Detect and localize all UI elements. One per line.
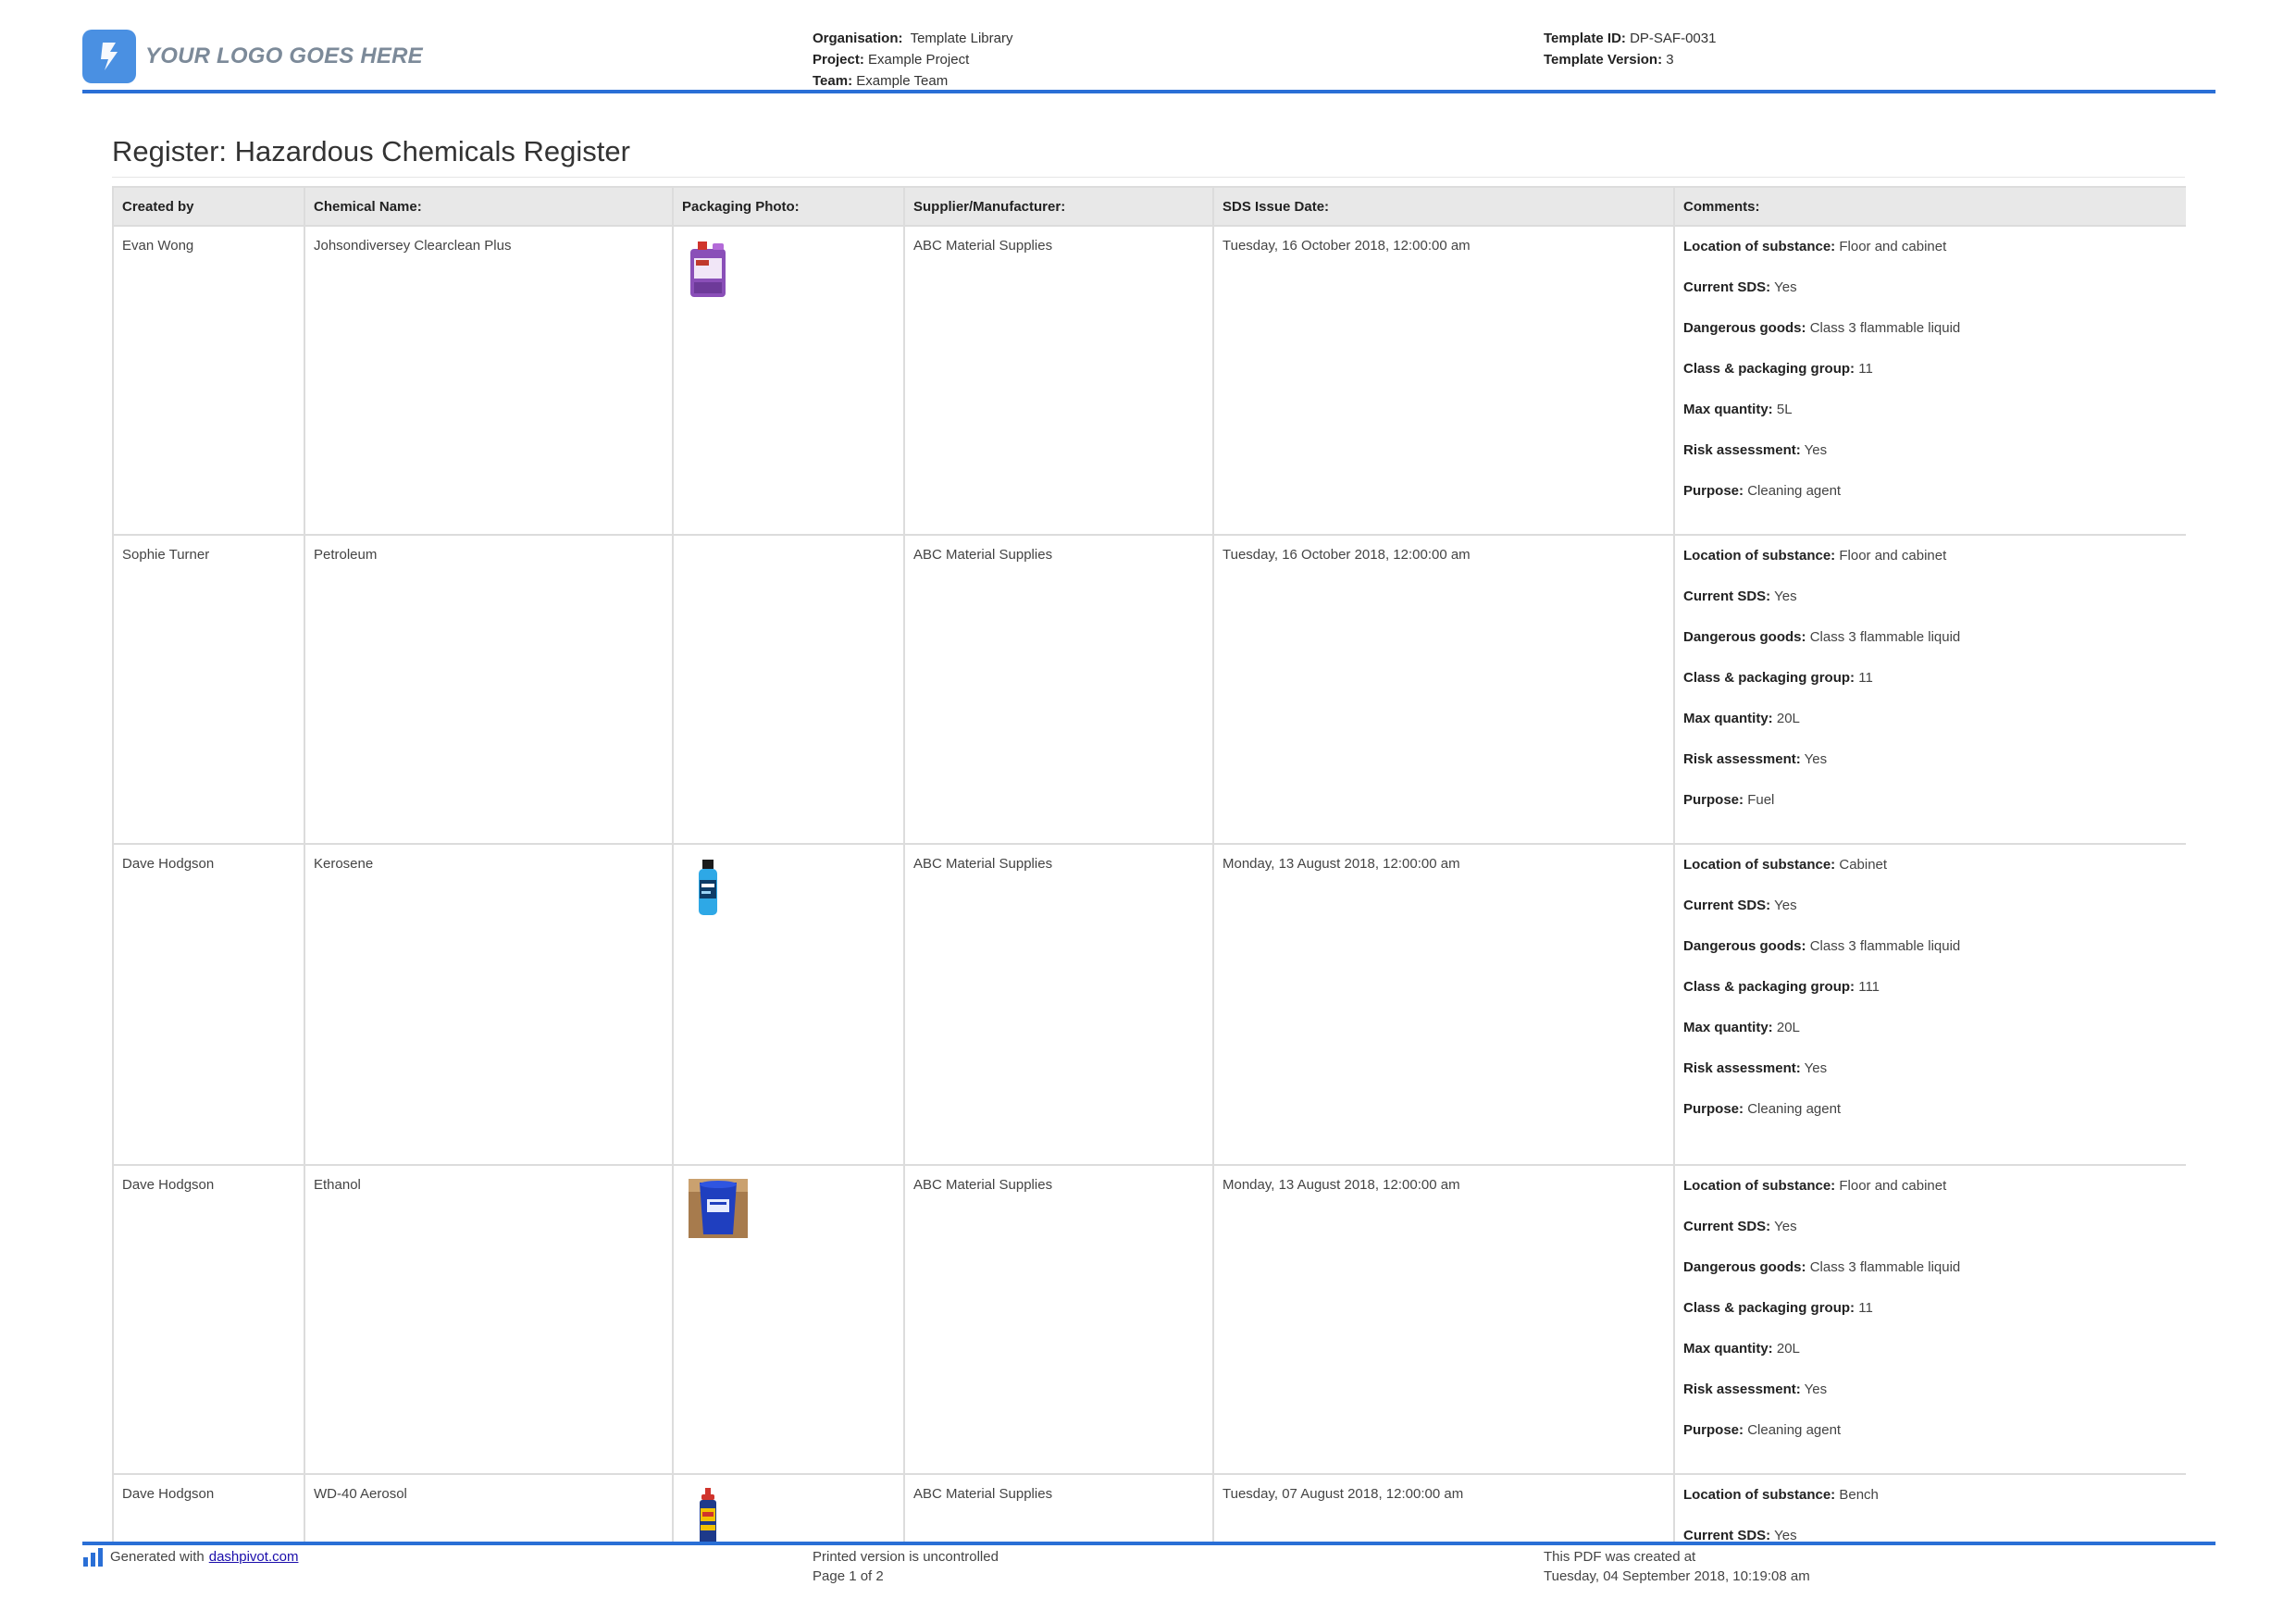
cell-supplier: ABC Material Supplies [904, 1165, 1213, 1474]
comment-purpose [1683, 791, 2178, 832]
template-id-value: DP-SAF-0031 [1630, 31, 1717, 46]
comment-value: Cleaning agent [1747, 1101, 1842, 1117]
comment-value: 20L [1776, 1341, 1800, 1357]
comment-value: 20L [1776, 1020, 1800, 1035]
comment-label: Current SDS: [1683, 1528, 1771, 1542]
comment-class-group [1683, 669, 2178, 710]
project-label: Project: [813, 52, 864, 68]
project-value: Example Project [868, 52, 970, 68]
page-title: Register: Hazardous Chemicals Register [112, 135, 630, 167]
comment-value: Bench [1839, 1487, 1879, 1503]
blue-spray-bottle-photo[interactable] [689, 858, 727, 917]
footer-created-at [1544, 1547, 1810, 1586]
created-at-value: Tuesday, 04 September 2018, 10:19:08 am [1544, 1568, 1810, 1584]
comment-label: Max quantity: [1683, 402, 1773, 417]
header-meta-template [1544, 28, 1716, 70]
comment-label: Current SDS: [1683, 279, 1771, 295]
column-header-created-by: Created by [113, 187, 304, 226]
uncontrolled-notice: Printed version is uncontrolled [813, 1549, 999, 1565]
comment-value: Cabinet [1839, 857, 1888, 873]
comment-sds [1683, 588, 2178, 628]
comment-label: Class & packaging group: [1683, 361, 1855, 377]
team-value: Example Team [856, 73, 949, 89]
comment-sds [1683, 279, 2178, 319]
column-header-supplier: Supplier/Manufacturer: [904, 187, 1213, 226]
register-table [112, 186, 2186, 1542]
comment-max-quantity [1683, 401, 2178, 441]
comment-label: Location of substance: [1683, 857, 1836, 873]
comment-value: Yes [1774, 588, 1797, 604]
header-divider [82, 90, 2215, 93]
comment-label: Max quantity: [1683, 1341, 1773, 1357]
cell-sds-date: Tuesday, 16 October 2018, 12:00:00 am [1213, 226, 1674, 535]
cell-chemical-name: WD-40 Aerosol [304, 1474, 673, 1542]
cell-supplier: ABC Material Supplies [904, 226, 1213, 535]
cell-chemical-name: Petroleum [304, 535, 673, 844]
comment-value: Class 3 flammable liquid [1809, 629, 1961, 645]
cell-sds-date: Monday, 13 August 2018, 12:00:00 am [1213, 1165, 1674, 1474]
comment-label: Location of substance: [1683, 548, 1836, 564]
comment-max-quantity [1683, 1019, 2178, 1059]
cell-chemical-name: Ethanol [304, 1165, 673, 1474]
comment-value: Yes [1804, 442, 1828, 458]
comment-purpose [1683, 482, 2178, 523]
comment-location [1683, 1486, 2178, 1527]
comment-location [1683, 1177, 2178, 1218]
comment-value: Class 3 flammable liquid [1809, 938, 1961, 954]
comment-label: Location of substance: [1683, 1487, 1836, 1503]
cell-packaging-photo [673, 226, 904, 535]
comment-purpose [1683, 1421, 2178, 1462]
comment-location [1683, 238, 2178, 279]
comment-risk-assessment [1683, 1381, 2178, 1421]
comment-label: Location of substance: [1683, 239, 1836, 254]
column-header-packaging-photo: Packaging Photo: [673, 187, 904, 226]
template-version-value: 3 [1666, 52, 1674, 68]
company-logo [82, 30, 423, 83]
cell-comments [1674, 226, 2186, 535]
comment-value: 11 [1858, 1300, 1873, 1316]
cell-created-by: Dave Hodgson [113, 1165, 304, 1474]
comment-risk-assessment [1683, 441, 2178, 482]
page-header [82, 22, 2215, 93]
comment-sds [1683, 1527, 2178, 1542]
comment-risk-assessment [1683, 1059, 2178, 1100]
comment-location [1683, 856, 2178, 897]
footer-divider [82, 1542, 2215, 1545]
cell-comments [1674, 1474, 2186, 1542]
comment-label: Purpose: [1683, 792, 1744, 808]
comment-dangerous-goods [1683, 1258, 2178, 1299]
comment-label: Risk assessment: [1683, 1060, 1801, 1076]
cell-created-by: Dave Hodgson [113, 1474, 304, 1542]
comment-location [1683, 547, 2178, 588]
template-id-label: Template ID: [1544, 31, 1626, 46]
column-header-comments: Comments: [1674, 187, 2186, 226]
footer-generated [82, 1547, 298, 1567]
header-meta-organisation [813, 28, 1012, 92]
comment-max-quantity [1683, 1340, 2178, 1381]
comment-dangerous-goods [1683, 319, 2178, 360]
cell-comments [1674, 535, 2186, 844]
footer-print-info [813, 1547, 999, 1586]
comment-label: Dangerous goods: [1683, 320, 1806, 336]
comment-label: Current SDS: [1683, 1219, 1771, 1234]
cell-sds-date: Monday, 13 August 2018, 12:00:00 am [1213, 844, 1674, 1165]
comment-max-quantity [1683, 710, 2178, 750]
comment-value: Yes [1774, 1219, 1797, 1234]
comment-value: 11 [1858, 361, 1873, 377]
cell-sds-date: Tuesday, 07 August 2018, 12:00:00 am [1213, 1474, 1674, 1542]
comment-label: Purpose: [1683, 1101, 1744, 1117]
comment-dangerous-goods [1683, 628, 2178, 669]
comment-dangerous-goods [1683, 937, 2178, 978]
comment-label: Dangerous goods: [1683, 629, 1806, 645]
comment-value: Yes [1774, 279, 1797, 295]
cell-chemical-name: Kerosene [304, 844, 673, 1165]
comment-value: 5L [1776, 402, 1793, 417]
column-header-chemical-name: Chemical Name: [304, 187, 673, 226]
comment-value: Yes [1804, 751, 1828, 767]
comment-label: Dangerous goods: [1683, 1259, 1806, 1275]
cell-sds-date: Tuesday, 16 October 2018, 12:00:00 am [1213, 535, 1674, 844]
cell-chemical-name: Johsondiversey Clearclean Plus [304, 226, 673, 535]
comment-value: Class 3 flammable liquid [1809, 1259, 1961, 1275]
comment-label: Risk assessment: [1683, 1381, 1801, 1397]
cell-comments [1674, 844, 2186, 1165]
register-table-container [112, 186, 2186, 1542]
comment-value: 20L [1776, 711, 1800, 726]
cell-created-by: Sophie Turner [113, 535, 304, 844]
comment-value: Floor and cabinet [1839, 1178, 1947, 1194]
comment-value: Yes [1804, 1060, 1828, 1076]
dashpivot-bars-icon [82, 1548, 105, 1567]
column-header-sds-date: SDS Issue Date: [1213, 187, 1674, 226]
table-row [113, 226, 2186, 535]
generated-prefix: Generated with [110, 1549, 205, 1565]
cell-supplier: ABC Material Supplies [904, 1474, 1213, 1542]
title-divider [112, 177, 2185, 178]
comment-label: Risk assessment: [1683, 442, 1801, 458]
table-row [113, 1165, 2186, 1474]
comment-class-group [1683, 360, 2178, 401]
table-header-row [113, 187, 2186, 226]
comment-label: Dangerous goods: [1683, 938, 1806, 954]
comment-value: Floor and cabinet [1839, 239, 1947, 254]
comment-sds [1683, 1218, 2178, 1258]
cell-packaging-photo [673, 1474, 904, 1542]
table-row [113, 844, 2186, 1165]
comment-value: Cleaning agent [1747, 483, 1842, 499]
comment-label: Class & packaging group: [1683, 979, 1855, 995]
comment-label: Max quantity: [1683, 711, 1773, 726]
logo-text: YOUR LOGO GOES HERE [145, 43, 423, 68]
comment-label: Purpose: [1683, 1422, 1744, 1438]
table-row [113, 1474, 2186, 1542]
comment-label: Purpose: [1683, 483, 1744, 499]
dashpivot-link[interactable]: dashpivot.com [208, 1549, 299, 1565]
page-number: Page 1 of 2 [813, 1568, 884, 1584]
table-row [113, 535, 2186, 844]
team-label: Team: [813, 73, 853, 89]
comment-label: Current SDS: [1683, 898, 1771, 913]
comment-label: Risk assessment: [1683, 751, 1801, 767]
comment-class-group [1683, 978, 2178, 1019]
comment-label: Max quantity: [1683, 1020, 1773, 1035]
logo-mark-icon [82, 30, 136, 83]
cell-supplier: ABC Material Supplies [904, 535, 1213, 844]
cell-comments [1674, 1165, 2186, 1474]
created-at-label: This PDF was created at [1544, 1549, 1696, 1565]
comment-purpose [1683, 1100, 2178, 1141]
aerosol-can-photo[interactable] [689, 1488, 727, 1542]
cell-created-by: Dave Hodgson [113, 844, 304, 1165]
cell-supplier: ABC Material Supplies [904, 844, 1213, 1165]
organisation-value: Template Library [910, 31, 1013, 46]
comment-value: Yes [1804, 1381, 1828, 1397]
comment-label: Current SDS: [1683, 588, 1771, 604]
cell-packaging-photo [673, 844, 904, 1165]
comment-class-group [1683, 1299, 2178, 1340]
cell-created-by: Evan Wong [113, 226, 304, 535]
cell-packaging-photo [673, 1165, 904, 1474]
cell-packaging-photo [673, 535, 904, 844]
organisation-label: Organisation: [813, 31, 903, 46]
comment-value: Fuel [1747, 792, 1775, 808]
blue-drum-photo[interactable] [689, 1179, 748, 1238]
comment-value: Class 3 flammable liquid [1809, 320, 1961, 336]
comment-value: 111 [1858, 979, 1880, 995]
comment-sds [1683, 897, 2178, 937]
comment-label: Location of substance: [1683, 1178, 1836, 1194]
comment-value: Cleaning agent [1747, 1422, 1842, 1438]
purple-jerrycan-photo[interactable] [689, 240, 727, 299]
template-version-label: Template Version: [1544, 52, 1663, 68]
comment-value: 11 [1858, 670, 1873, 686]
comment-value: Yes [1774, 1528, 1797, 1542]
comment-value: Floor and cabinet [1839, 548, 1947, 564]
comment-risk-assessment [1683, 750, 2178, 791]
comment-value: Yes [1774, 898, 1797, 913]
comment-label: Class & packaging group: [1683, 670, 1855, 686]
comment-label: Class & packaging group: [1683, 1300, 1855, 1316]
